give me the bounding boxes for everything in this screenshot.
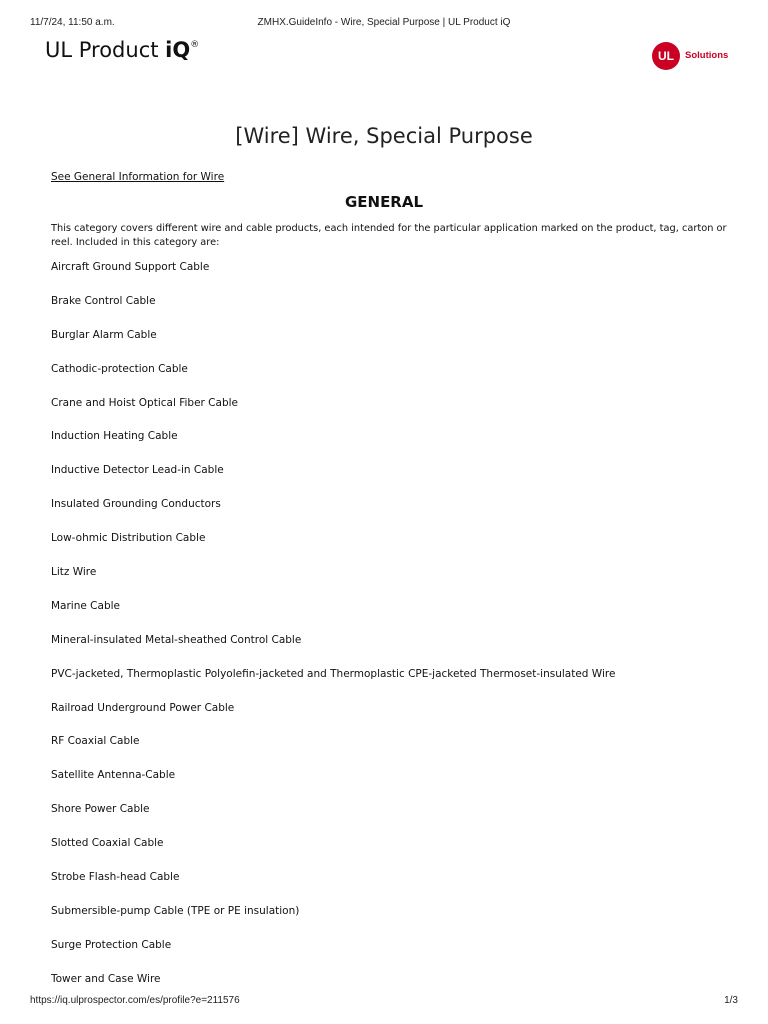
ul-solutions-logo	[652, 42, 732, 74]
list-item: Tower and Case Wire	[51, 972, 161, 985]
list-item: Strobe Flash-head Cable	[51, 871, 180, 884]
print-page-number: 1/3	[724, 995, 738, 1006]
list-item: Marine Cable	[51, 599, 120, 612]
list-item: Burglar Alarm Cable	[51, 328, 157, 341]
list-item: Mineral-insulated Metal-sheathed Control Cable	[51, 633, 302, 646]
general-information-link[interactable]: See General Information for Wire	[51, 171, 225, 183]
list-item: Satellite Antenna-Cable	[51, 769, 176, 782]
print-datetime: 11/7/24, 11:50 a.m.	[30, 17, 115, 28]
section-heading: GENERAL	[344, 193, 424, 211]
ul-mark-icon: UL	[652, 42, 680, 70]
registered-mark: ®	[190, 40, 200, 50]
list-item: Crane and Hoist Optical Fiber Cable	[51, 396, 238, 409]
list-item: Slotted Coaxial Cable	[51, 837, 164, 850]
print-doc-title: ZMHX.GuideInfo - Wire, Special Purpose | UL Product iQ	[257, 17, 511, 28]
list-item: Submersible-pump Cable (TPE or PE insulation)	[51, 904, 300, 917]
list-item: Insulated Grounding Conductors	[51, 498, 221, 511]
brand-logo[interactable]	[45, 38, 199, 62]
list-item: Aircraft Ground Support Cable	[51, 261, 210, 273]
ul-solutions-text: Solutions	[685, 50, 729, 61]
page-title: [Wire] Wire, Special Purpose	[235, 124, 533, 148]
list-item: Shore Power Cable	[51, 803, 150, 816]
list-item: Inductive Detector Lead-in Cable	[51, 464, 224, 477]
brand-name: UL Product	[45, 38, 159, 62]
list-item: Brake Control Cable	[51, 294, 156, 307]
list-item: Induction Heating Cable	[51, 430, 178, 443]
intro-paragraph: This category covers different wire and cable products, each intended for the particular application marked on the product, tag, carton or reel. Included in this category are:	[51, 223, 727, 248]
list-item: PVC-jacketed, Thermoplastic Polyolefin-jacketed and Thermoplastic CPE-jacketed Thermoset-insulated Wire	[51, 667, 616, 680]
list-item: Surge Protection Cable	[51, 938, 172, 951]
list-item: Railroad Underground Power Cable	[51, 701, 235, 714]
list-item: Litz Wire	[51, 566, 97, 579]
list-item: RF Coaxial Cable	[51, 735, 140, 748]
category-list	[51, 259, 615, 1005]
brand-iq: iQ	[165, 38, 191, 62]
print-url: https://iq.ulprospector.com/es/profile?e=211576	[30, 995, 240, 1006]
list-item: Cathodic-protection Cable	[51, 362, 188, 375]
list-item: Low-ohmic Distribution Cable	[51, 532, 206, 545]
